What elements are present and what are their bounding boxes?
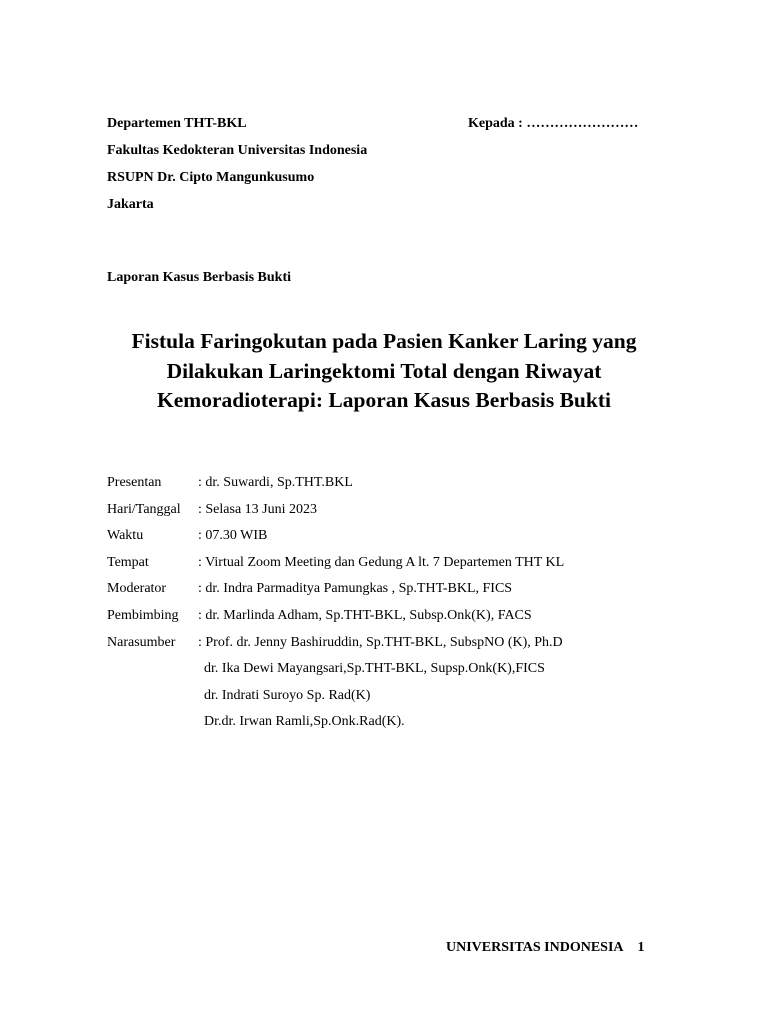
title-line-3: Kemoradioterapi: Laporan Kasus Berbasis Bukti: [157, 388, 611, 412]
institution-header: [107, 110, 367, 218]
hospital-line: RSUPN Dr. Cipto Mangunkusumo: [107, 170, 315, 185]
document-title: [90, 327, 678, 416]
title-line-2: Dilakukan Laringektomi Total dengan Riwayat: [166, 358, 602, 383]
info-label: Waktu: [107, 528, 144, 544]
info-value: : dr. Suwardi, Sp.THT.BKL: [198, 475, 353, 490]
title-line-1: Fistula Faringokutan pada Pasien Kanker Laring yang: [131, 329, 637, 353]
speaker-continued: Dr.dr. Irwan Ramli,Sp.Onk.Rad(K).: [204, 714, 405, 730]
city-line: Jakarta: [107, 197, 154, 212]
department-line: Departemen THT-BKL: [107, 116, 247, 131]
page-number: 1: [637, 940, 645, 955]
info-row-place: [107, 550, 564, 577]
info-value: : dr. Indra Parmaditya Pamungkas , Sp.THT-BKL, FICS: [198, 581, 513, 597]
info-label: Narasumber: [107, 634, 176, 650]
speaker-continued: dr. Ika Dewi Mayangsari,Sp.THT-BKL, Supsp.Onk(K),FICS: [204, 661, 545, 677]
page-footer: [446, 940, 645, 956]
info-row-date: [107, 497, 564, 524]
report-type-label: Laporan Kasus Berbasis Bukti: [107, 270, 291, 285]
info-row-time: [107, 523, 564, 550]
info-label: Presentan: [107, 475, 162, 490]
speaker-continued: dr. Indrati Suroyo Sp. Rad(K): [204, 687, 371, 703]
info-value: : dr. Marlinda Adham, Sp.THT-BKL, Subsp.Onk(K), FACS: [198, 607, 532, 623]
info-label: Hari/Tanggal: [107, 501, 181, 517]
recipient-field: Kepada : ……………………: [468, 116, 639, 131]
info-row-speakers: [107, 630, 564, 657]
info-value: : Virtual Zoom Meeting dan Gedung A lt. 7 Departemen THT KL: [198, 554, 565, 570]
info-row-presentan: [107, 470, 564, 497]
info-value: : Selasa 13 Juni 2023: [198, 501, 317, 517]
footer-institution: UNIVERSITAS INDONESIA: [446, 940, 624, 955]
info-row-supervisor: [107, 603, 564, 630]
info-label: Pembimbing: [107, 607, 179, 623]
info-label: Tempat: [107, 554, 149, 570]
info-label: Moderator: [107, 581, 167, 597]
info-value: : 07.30 WIB: [198, 528, 268, 544]
info-row-moderator: [107, 576, 564, 603]
faculty-line: Fakultas Kedokteran Universitas Indonesia: [107, 143, 368, 158]
info-value: : Prof. dr. Jenny Bashiruddin, Sp.THT-BKL, SubspNO (K), Ph.D: [198, 634, 563, 650]
presentation-info: [107, 470, 564, 736]
